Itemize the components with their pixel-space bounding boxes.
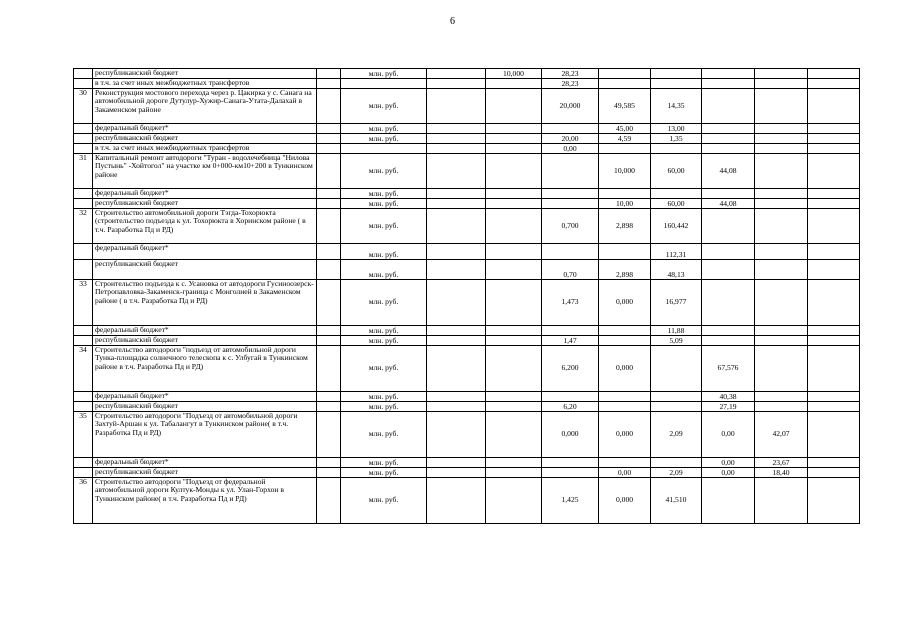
value-cell	[427, 468, 486, 478]
value-cell	[808, 336, 860, 346]
value-cell	[486, 392, 542, 402]
value-cell	[486, 336, 542, 346]
value-cell	[542, 244, 599, 260]
value-cell	[651, 69, 702, 79]
unit-cell: млн. руб.	[341, 326, 427, 336]
value-cell: 4,59	[599, 134, 651, 144]
value-cell	[808, 124, 860, 134]
value-cell	[808, 468, 860, 478]
value-cell	[427, 402, 486, 412]
row-name-cell: Капитальный ремонт автодороги "Туран - водолечебница "Нилова Пустынь" -Хойтогол" на участке км 0+000-км10+200 в Тункинском районе	[93, 154, 317, 189]
value-cell: 20,000	[542, 89, 599, 124]
empty-cell	[317, 124, 341, 134]
row-name-cell: республиканский бюджет	[93, 402, 317, 412]
row-number-cell	[74, 402, 93, 412]
table-row	[74, 280, 860, 326]
value-cell	[486, 346, 542, 392]
row-name-cell: в т.ч. за счет иных межбюджетных трансфертов	[93, 79, 317, 89]
value-cell	[486, 134, 542, 144]
row-name-cell: федеральный бюджет*	[93, 392, 317, 402]
unit-cell: млн. руб.	[341, 209, 427, 244]
value-cell: 112,31	[651, 244, 702, 260]
value-cell	[427, 69, 486, 79]
row-number-cell	[74, 392, 93, 402]
row-number-cell	[74, 79, 93, 89]
row-number-cell: 36	[74, 478, 93, 524]
value-cell: 11,88	[651, 326, 702, 336]
value-cell: 28,23	[542, 79, 599, 89]
value-cell	[486, 189, 542, 199]
value-cell	[651, 144, 702, 154]
value-cell	[542, 124, 599, 134]
value-cell	[486, 402, 542, 412]
value-cell	[542, 468, 599, 478]
table-row	[74, 154, 860, 189]
value-cell	[651, 402, 702, 412]
value-cell	[808, 326, 860, 336]
empty-cell	[317, 189, 341, 199]
value-cell: 16,977	[651, 280, 702, 326]
value-cell: 28,23	[542, 69, 599, 79]
value-cell	[808, 189, 860, 199]
value-cell: 49,585	[599, 89, 651, 124]
value-cell	[755, 199, 808, 209]
value-cell: 0,00	[599, 468, 651, 478]
value-cell: 40,38	[702, 392, 755, 402]
value-cell: 67,576	[702, 346, 755, 392]
empty-cell	[317, 468, 341, 478]
value-cell	[808, 199, 860, 209]
value-cell: 1,35	[651, 134, 702, 144]
value-cell	[651, 458, 702, 468]
value-cell	[702, 280, 755, 326]
value-cell: 60,00	[651, 199, 702, 209]
value-cell: 0,000	[599, 478, 651, 524]
value-cell	[486, 199, 542, 209]
value-cell	[427, 346, 486, 392]
table-row	[74, 346, 860, 392]
row-name-cell: федеральный бюджет*	[93, 189, 317, 199]
value-cell: 27,19	[702, 402, 755, 412]
value-cell: 0,00	[702, 458, 755, 468]
value-cell: 160,442	[651, 209, 702, 244]
value-cell	[427, 124, 486, 134]
value-cell	[427, 209, 486, 244]
unit-cell: млн. руб.	[341, 468, 427, 478]
value-cell	[755, 280, 808, 326]
empty-cell	[317, 154, 341, 189]
value-cell	[808, 134, 860, 144]
value-cell	[427, 79, 486, 89]
value-cell: 2,09	[651, 468, 702, 478]
value-cell	[755, 134, 808, 144]
value-cell	[755, 260, 808, 280]
value-cell: 48,13	[651, 260, 702, 280]
unit-cell: млн. руб.	[341, 154, 427, 189]
value-cell	[808, 244, 860, 260]
value-cell	[702, 209, 755, 244]
value-cell: 10,000	[486, 69, 542, 79]
value-cell	[702, 189, 755, 199]
table-row	[74, 260, 860, 280]
value-cell: 10,00	[599, 199, 651, 209]
value-cell: 0,000	[599, 280, 651, 326]
value-cell	[702, 89, 755, 124]
value-cell	[808, 346, 860, 392]
value-cell	[486, 154, 542, 189]
value-cell	[427, 199, 486, 209]
value-cell	[755, 189, 808, 199]
value-cell	[486, 89, 542, 124]
unit-cell: млн. руб.	[341, 336, 427, 346]
value-cell: 14,35	[651, 89, 702, 124]
unit-cell: млн. руб.	[341, 346, 427, 392]
value-cell	[427, 154, 486, 189]
unit-cell: млн. руб.	[341, 402, 427, 412]
value-cell: 10,000	[599, 154, 651, 189]
empty-cell	[317, 79, 341, 89]
value-cell	[427, 89, 486, 124]
value-cell	[755, 124, 808, 134]
row-number-cell	[74, 458, 93, 468]
unit-cell: млн. руб.	[341, 244, 427, 260]
value-cell: 44,08	[702, 154, 755, 189]
value-cell: 1,425	[542, 478, 599, 524]
empty-cell	[317, 478, 341, 524]
table-row	[74, 402, 860, 412]
value-cell: 0,000	[542, 412, 599, 458]
value-cell: 20,00	[542, 134, 599, 144]
value-cell: 5,09	[651, 336, 702, 346]
unit-cell: млн. руб.	[341, 89, 427, 124]
row-number-cell	[74, 144, 93, 154]
row-number-cell: 30	[74, 89, 93, 124]
row-number-cell	[74, 260, 93, 280]
row-name-cell: республиканский бюджет	[93, 260, 317, 280]
value-cell: 2,09	[651, 412, 702, 458]
empty-cell	[317, 336, 341, 346]
empty-cell	[317, 89, 341, 124]
row-name-cell: республиканский бюджет	[93, 134, 317, 144]
value-cell	[755, 209, 808, 244]
value-cell	[808, 144, 860, 154]
row-name-cell: Реконструкция мостового перехода через р. Цакирка у с. Санага на автомобильной дороге Дутулур-Хужир-Санага-Утата-Далахай в Закаменском районе	[93, 89, 317, 124]
row-name-cell: республиканский бюджет	[93, 468, 317, 478]
value-cell	[808, 209, 860, 244]
row-name-cell: Строительство автодороги "подъезд от автомобильной дороги Тунка-площадка солнечного телескопа к с. Улбугай в Тункинском районе в т.ч. Разработка Пд и РД)	[93, 346, 317, 392]
value-cell	[427, 412, 486, 458]
value-cell	[755, 326, 808, 336]
value-cell	[486, 412, 542, 458]
value-cell	[808, 392, 860, 402]
value-cell	[427, 134, 486, 144]
value-cell	[755, 336, 808, 346]
empty-cell	[317, 260, 341, 280]
row-name-cell: Строительство автодороги "Подъезд от федеральной автомобильной дороги Култук-Монды к ул. Улан-Горхон в Тункинском районе( в т.ч. Разработка Пд и РД)	[93, 478, 317, 524]
row-name-cell: в т.ч. за счет иных межбюджетных трансфертов	[93, 144, 317, 154]
table-row	[74, 144, 860, 154]
table-row	[74, 392, 860, 402]
table-row	[74, 244, 860, 260]
row-number-cell: 31	[74, 154, 93, 189]
unit-cell: млн. руб.	[341, 124, 427, 134]
row-name-cell: федеральный бюджет*	[93, 244, 317, 260]
unit-cell	[341, 79, 427, 89]
table-row	[74, 412, 860, 458]
value-cell	[427, 144, 486, 154]
value-cell	[599, 458, 651, 468]
row-number-cell	[74, 244, 93, 260]
empty-cell	[317, 199, 341, 209]
value-cell: 44,08	[702, 199, 755, 209]
value-cell: 45,00	[599, 124, 651, 134]
unit-cell: млн. руб.	[341, 260, 427, 280]
value-cell: 0,000	[599, 412, 651, 458]
value-cell: 2,898	[599, 260, 651, 280]
value-cell: 0,00	[702, 412, 755, 458]
value-cell	[755, 244, 808, 260]
unit-cell	[341, 144, 427, 154]
value-cell: 0,00	[702, 468, 755, 478]
row-name-cell: федеральный бюджет*	[93, 458, 317, 468]
value-cell	[755, 79, 808, 89]
table-row	[74, 336, 860, 346]
value-cell	[702, 478, 755, 524]
value-cell: 2,898	[599, 209, 651, 244]
value-cell	[702, 336, 755, 346]
value-cell	[808, 89, 860, 124]
program-table	[73, 68, 860, 524]
value-cell	[427, 392, 486, 402]
row-number-cell	[74, 336, 93, 346]
value-cell	[808, 412, 860, 458]
row-name-cell: республиканский бюджет	[93, 336, 317, 346]
value-cell: 18,40	[755, 468, 808, 478]
value-cell	[808, 260, 860, 280]
value-cell: 41,510	[651, 478, 702, 524]
empty-cell	[317, 412, 341, 458]
row-name-cell: республиканский бюджет	[93, 199, 317, 209]
row-name-cell: Строительство подъезда к с. Усановка от автодороги Гусиноозерск-Петропавловка-Закаменск-граница с Монголией в Закаменском районе ( в т.ч. Разработка Пд и РД)	[93, 280, 317, 326]
row-name-cell: республиканский бюджет	[93, 69, 317, 79]
value-cell	[755, 154, 808, 189]
unit-cell: млн. руб.	[341, 134, 427, 144]
value-cell	[808, 69, 860, 79]
value-cell	[427, 189, 486, 199]
value-cell	[427, 478, 486, 524]
value-cell	[599, 402, 651, 412]
row-number-cell	[74, 326, 93, 336]
value-cell	[427, 244, 486, 260]
value-cell	[427, 326, 486, 336]
value-cell	[755, 144, 808, 154]
value-cell	[486, 478, 542, 524]
unit-cell: млн. руб.	[341, 189, 427, 199]
value-cell	[808, 79, 860, 89]
value-cell	[486, 260, 542, 280]
value-cell	[599, 326, 651, 336]
row-number-cell	[74, 189, 93, 199]
row-number-cell	[74, 124, 93, 134]
table-row	[74, 134, 860, 144]
value-cell	[755, 392, 808, 402]
value-cell	[808, 458, 860, 468]
value-cell	[427, 458, 486, 468]
value-cell	[702, 124, 755, 134]
value-cell: 0,000	[599, 346, 651, 392]
value-cell: 0,70	[542, 260, 599, 280]
value-cell: 42,07	[755, 412, 808, 458]
value-cell	[599, 144, 651, 154]
empty-cell	[317, 392, 341, 402]
table-row	[74, 124, 860, 134]
table-row	[74, 199, 860, 209]
value-cell	[542, 326, 599, 336]
value-cell	[486, 468, 542, 478]
row-number-cell: 32	[74, 209, 93, 244]
value-cell	[599, 79, 651, 89]
value-cell	[808, 154, 860, 189]
unit-cell: млн. руб.	[341, 280, 427, 326]
table-row	[74, 79, 860, 89]
empty-cell	[317, 402, 341, 412]
table-row	[74, 326, 860, 336]
value-cell	[542, 458, 599, 468]
row-number-cell	[74, 69, 93, 79]
value-cell	[486, 124, 542, 134]
unit-cell: млн. руб.	[341, 478, 427, 524]
value-cell	[599, 336, 651, 346]
value-cell	[702, 69, 755, 79]
value-cell	[599, 392, 651, 402]
value-cell	[486, 326, 542, 336]
row-number-cell	[74, 199, 93, 209]
value-cell	[427, 336, 486, 346]
value-cell	[486, 280, 542, 326]
value-cell	[702, 244, 755, 260]
value-cell	[702, 260, 755, 280]
value-cell	[702, 134, 755, 144]
value-cell	[542, 392, 599, 402]
value-cell	[702, 79, 755, 89]
value-cell	[486, 144, 542, 154]
table-row	[74, 458, 860, 468]
value-cell	[599, 189, 651, 199]
value-cell	[808, 478, 860, 524]
value-cell: 0,700	[542, 209, 599, 244]
value-cell: 13,00	[651, 124, 702, 134]
row-number-cell	[74, 468, 93, 478]
value-cell	[755, 89, 808, 124]
empty-cell	[317, 280, 341, 326]
row-number-cell: 35	[74, 412, 93, 458]
row-name-cell: федеральный бюджет*	[93, 326, 317, 336]
value-cell: 60,00	[651, 154, 702, 189]
page-number: 6	[450, 16, 455, 27]
table-row	[74, 69, 860, 79]
value-cell: 1,473	[542, 280, 599, 326]
empty-cell	[317, 458, 341, 468]
table-row	[74, 478, 860, 524]
value-cell	[427, 260, 486, 280]
unit-cell: млн. руб.	[341, 458, 427, 468]
unit-cell: млн. руб.	[341, 199, 427, 209]
row-name-cell: Строительство автомобильной дороги Тэгда-Тохорюкта (строительство подъезда к ул. Тохорюкта в Хоринском районе ( в т.ч. Разработка Пд и РД)	[93, 209, 317, 244]
row-number-cell: 33	[74, 280, 93, 326]
value-cell	[542, 189, 599, 199]
value-cell: 1,47	[542, 336, 599, 346]
unit-cell: млн. руб.	[341, 392, 427, 402]
empty-cell	[317, 144, 341, 154]
empty-cell	[317, 134, 341, 144]
value-cell	[542, 154, 599, 189]
empty-cell	[317, 346, 341, 392]
table-row	[74, 89, 860, 124]
value-cell	[808, 280, 860, 326]
empty-cell	[317, 326, 341, 336]
value-cell: 23,67	[755, 458, 808, 468]
table-row	[74, 189, 860, 199]
value-cell	[486, 79, 542, 89]
unit-cell: млн. руб.	[341, 412, 427, 458]
value-cell	[702, 144, 755, 154]
value-cell	[651, 79, 702, 89]
table-row	[74, 209, 860, 244]
value-cell: 6,200	[542, 346, 599, 392]
empty-cell	[317, 244, 341, 260]
row-name-cell: федеральный бюджет*	[93, 124, 317, 134]
value-cell	[651, 346, 702, 392]
value-cell	[651, 392, 702, 402]
value-cell	[755, 478, 808, 524]
value-cell	[755, 402, 808, 412]
table-row	[74, 468, 860, 478]
value-cell	[702, 326, 755, 336]
value-cell	[651, 189, 702, 199]
value-cell	[486, 209, 542, 244]
value-cell	[542, 199, 599, 209]
value-cell	[599, 244, 651, 260]
value-cell: 6,20	[542, 402, 599, 412]
value-cell	[599, 69, 651, 79]
unit-cell: млн. руб.	[341, 69, 427, 79]
row-number-cell	[74, 134, 93, 144]
empty-cell	[317, 69, 341, 79]
empty-cell	[317, 209, 341, 244]
value-cell	[486, 244, 542, 260]
value-cell: 0,00	[542, 144, 599, 154]
row-name-cell: Строительство автодороги "Подъезд от автомобильной дороги Захтуй-Аршан к ул. Табалангут в Тункинском районе( в т.ч. Разработка Пд и РД)	[93, 412, 317, 458]
value-cell	[427, 280, 486, 326]
value-cell	[755, 69, 808, 79]
value-cell	[486, 458, 542, 468]
row-number-cell: 34	[74, 346, 93, 392]
value-cell	[755, 346, 808, 392]
value-cell	[808, 402, 860, 412]
